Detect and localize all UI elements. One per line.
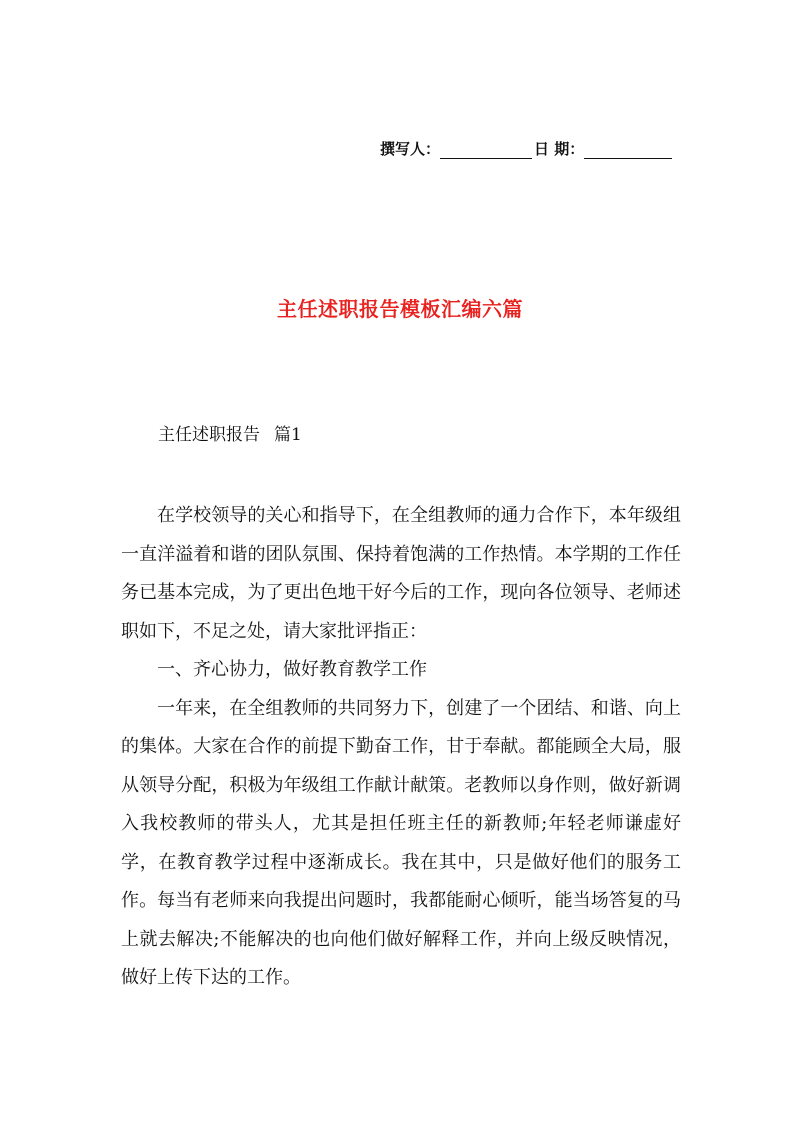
paragraph-intro: 在学校领导的关心和指导下，在全组教师的通力合作下，本年级组一直洋溢着和谐的团队氛围、保持着饱满的工作热情。本学期的工作任务已基本完成，为了更出色地干好今后的工作，现向各位领导、老师述职如下，不足之处，请大家批评指正： [121, 505, 681, 642]
paragraph-teamwork: 一年来，在全组教师的共同努力下，创建了一个团结、和谐、向上的集体。大家在合作的前提下勤奋工作，甘于奉献。都能顾全大局，服从领导分配，积极为年级组工作献计献策。老教师以身作则，做好新调入我校教师的带头人，尤其是担任班主任的新教师;年轻老师谦虚好学，在教育教学过程中逐渐成长。我在其中，只是做好他们的服务工作。每当有老师来向我提出问题时，我都能耐心倾听，能当场答复的马上就去解决;不能解决的也向他们做好解释工作，并向上级反映情况，做好上传下达的工作。 [121, 697, 681, 988]
document-title: 主任述职报告模板汇编六篇 [277, 297, 523, 321]
author-label: 撰写人： [380, 140, 441, 158]
author-blank-field [440, 144, 532, 159]
paragraph-subheading: 一、齐心协力，做好教育教学工作 [157, 659, 427, 680]
date-label: 日 期： [534, 140, 585, 158]
date-blank-field [584, 144, 672, 159]
body-text [121, 497, 681, 998]
section-heading [158, 420, 302, 445]
section-heading-text: 主任述职报告 [158, 425, 260, 445]
author-date-line [380, 138, 690, 159]
section-number: 篇1 [274, 425, 302, 445]
